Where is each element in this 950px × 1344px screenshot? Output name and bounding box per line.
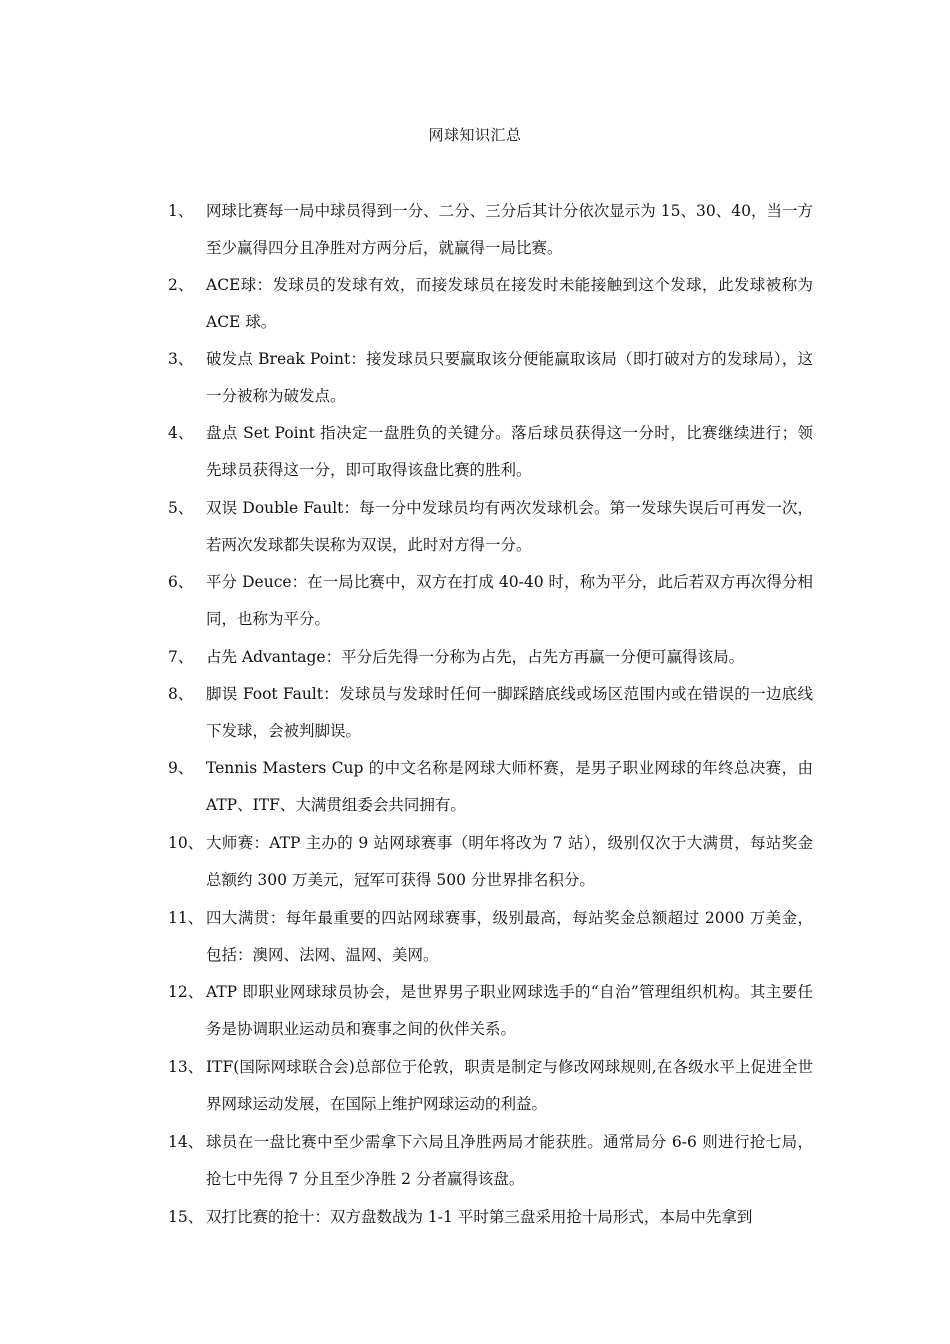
item-text: Tennis Masters Cup 的中文名称是网球大师杯赛，是男子职业网球的年终总决赛，由 ATP、ITF、大满贯组委会共同拥有。 [206, 759, 813, 814]
list-item [168, 193, 813, 267]
list-item [168, 676, 813, 750]
list-item [168, 974, 813, 1048]
list-item [168, 490, 813, 564]
list-item [168, 1124, 813, 1198]
item-text: 占先 Advantage：平分后先得一分称为占先，占先方再赢一分便可赢得该局。 [206, 648, 745, 666]
item-text: ATP 即职业网球球员协会，是世界男子职业网球选手的“自治”管理组织机构。其主要任务是协调职业运动员和赛事之间的伙伴关系。 [206, 983, 813, 1038]
list-item [168, 900, 813, 974]
item-number: 10、 [168, 834, 204, 852]
list-item [168, 341, 813, 415]
list-item [168, 750, 813, 824]
item-number: 11、 [168, 909, 204, 927]
item-number: 1、 [168, 202, 194, 220]
item-number: 3、 [168, 350, 194, 368]
list-item [168, 415, 813, 489]
document-title: 网球知识汇总 [428, 126, 522, 144]
list-item [168, 1199, 813, 1236]
item-number: 12、 [168, 983, 204, 1001]
item-number: 15、 [168, 1208, 204, 1226]
item-text: 大师赛：ATP 主办的 9 站网球赛事（明年将改为 7 站），级别仅次于大满贯，每站奖金总额约 300 万美元，冠军可获得 500 分世界排名积分。 [206, 834, 813, 889]
item-number: 6、 [168, 573, 194, 591]
item-number: 2、 [168, 276, 194, 294]
item-text: ACE球：发球员的发球有效，而接发球员在接发时未能接触到这个发球，此发球被称为 ACE 球。 [206, 276, 813, 331]
item-number: 9、 [168, 759, 194, 777]
item-text: 脚误 Foot Fault：发球员与发球时任何一脚踩踏底线或场区范围内或在错误的一边底线下发球，会被判脚误。 [206, 685, 813, 740]
item-text: 双误 Double Fault：每一分中发球员均有两次发球机会。第一发球失误后可再发一次，若两次发球都失误称为双误，此时对方得一分。 [206, 499, 813, 554]
list-item [168, 564, 813, 638]
item-number: 4、 [168, 424, 194, 442]
item-text: 四大满贯：每年最重要的四站网球赛事，级别最高，每站奖金总额超过 2000 万美金，包括：澳网、法网、温网、美网。 [206, 909, 813, 964]
item-number: 14、 [168, 1133, 204, 1151]
item-text: 网球比赛每一局中球员得到一分、二分、三分后其计分依次显示为 15、30、40，当一方至少赢得四分且净胜对方两分后，就赢得一局比赛。 [206, 202, 813, 257]
item-text: ITF(国际网球联合会)总部位于伦敦，职责是制定与修改网球规则,在各级水平上促进全世界网球运动发展，在国际上维护网球运动的利益。 [206, 1058, 813, 1113]
item-number: 5、 [168, 499, 194, 517]
item-number: 7、 [168, 648, 194, 666]
list-item [168, 825, 813, 899]
item-number: 13、 [168, 1058, 204, 1076]
item-text: 双打比赛的抢十：双方盘数战为 1-1 平时第三盘采用抢十局形式，本局中先拿到 [206, 1208, 753, 1226]
list-item [168, 639, 813, 676]
list-item [168, 267, 813, 341]
item-text: 盘点 Set Point 指决定一盘胜负的关键分。落后球员获得这一分时，比赛继续进行；领先球员获得这一分，即可取得该盘比赛的胜利。 [206, 424, 813, 479]
item-text: 球员在一盘比赛中至少需拿下六局且净胜两局才能获胜。通常局分 6-6 则进行抢七局，抢七中先得 7 分且至少净胜 2 分者赢得该盘。 [206, 1133, 813, 1188]
item-text: 破发点 Break Point：接发球员只要赢取该分便能赢取该局（即打破对方的发球局），这一分被称为破发点。 [206, 350, 813, 405]
item-number: 8、 [168, 685, 194, 703]
list-item [168, 1049, 813, 1123]
item-text: 平分 Deuce：在一局比赛中，双方在打成 40-40 时，称为平分，此后若双方再次得分相同，也称为平分。 [206, 573, 813, 628]
